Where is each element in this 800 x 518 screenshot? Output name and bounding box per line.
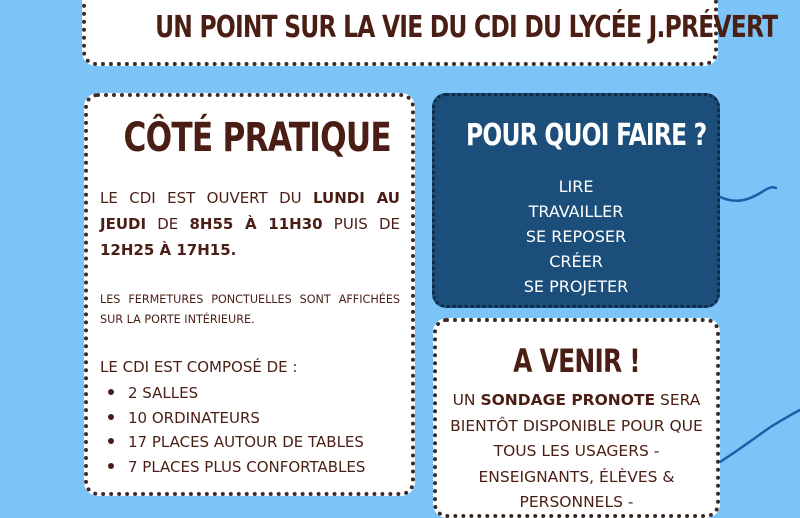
list-item-label: 2 SALLES xyxy=(128,384,199,402)
closures-note: LES FERMETURES PONCTUELLES SONT AFFICHÉES SUR LA PORTE INTÉRIEURE. xyxy=(100,293,400,326)
squiggle-line-top xyxy=(718,187,776,201)
purpose-item: SE PROJETER xyxy=(523,277,629,296)
bullet-icon xyxy=(108,414,114,420)
purpose-list xyxy=(435,174,717,299)
purpose-card xyxy=(432,93,720,308)
title-banner xyxy=(82,0,778,66)
upcoming-text xyxy=(445,388,708,516)
purpose-heading: POUR QUOI FAIRE ? xyxy=(466,118,707,153)
practical-heading: CÔTÉ PRATIQUE xyxy=(123,115,391,161)
hours-text-2: DE xyxy=(146,215,190,233)
hours-text-1: LE CDI EST OUVERT DU xyxy=(100,189,314,207)
bullet-icon xyxy=(108,463,114,469)
upcoming-text-1: UN xyxy=(452,391,481,409)
practical-info-card xyxy=(84,93,415,496)
hours-text-3: PUIS DE xyxy=(322,215,400,233)
bullet-icon xyxy=(108,389,114,395)
upcoming-card xyxy=(433,318,720,518)
list-item xyxy=(104,455,404,480)
purpose-item: LIRE xyxy=(558,177,594,196)
list-item xyxy=(104,406,404,431)
squiggle-line-bottom xyxy=(720,410,800,462)
upcoming-heading: A VENIR ! xyxy=(513,342,640,380)
list-item-label: 7 PLACES PLUS CONFORTABLES xyxy=(128,457,366,476)
list-item-label: 10 ORDINATEURS xyxy=(128,408,260,427)
list-item xyxy=(104,381,404,406)
list-item xyxy=(104,430,404,455)
composition-list xyxy=(104,381,404,479)
opening-hours-text xyxy=(100,185,400,263)
page-title: UN POINT SUR LA VIE DU CDI DU LYCÉE J.PRÉVERT xyxy=(155,10,778,45)
bullet-icon xyxy=(108,438,114,444)
list-item-label: 17 PLACES AUTOUR DE TABLES xyxy=(128,433,364,451)
hours-afternoon: 12H25 À 17H15. xyxy=(100,241,237,259)
purpose-item: CRÉER xyxy=(549,252,603,271)
purpose-item: TRAVAILLER xyxy=(528,202,624,221)
survey-highlight: SONDAGE PRONOTE xyxy=(480,391,656,409)
upcoming-text-2: SERA BIENTÔT DISPONIBLE POUR QUE TOUS LES USAGERS - ENSEIGNANTS, ÉLÈVES & PERSONNELS - xyxy=(450,391,703,511)
purpose-item: SE REPOSER xyxy=(525,227,627,246)
hours-morning: 8H55 À 11H30 xyxy=(189,215,323,233)
composition-intro: LE CDI EST COMPOSÉ DE : xyxy=(100,358,298,376)
hours-days: LUNDI AU JEUDI xyxy=(100,189,400,233)
